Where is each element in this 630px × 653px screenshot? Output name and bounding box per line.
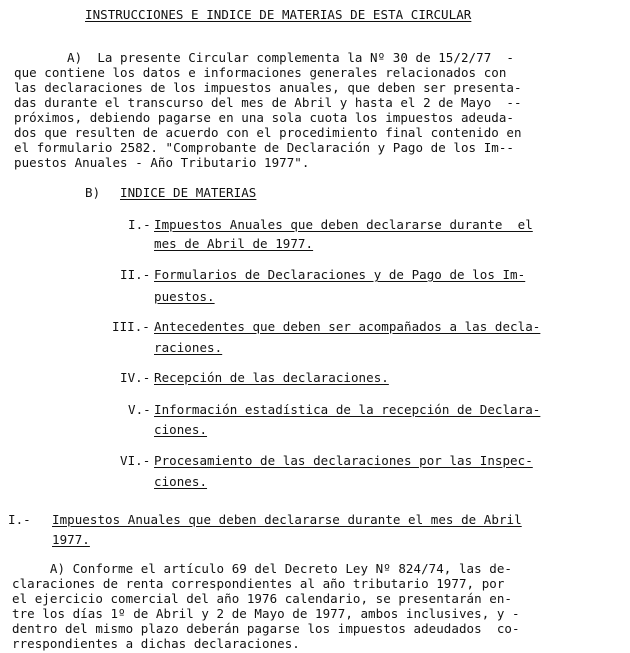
section-i-line: tre los días 1º de Abril y 2 de Mayo de 1977, ambos inclusives, y - xyxy=(12,606,520,621)
index-item-text: raciones. xyxy=(154,340,223,355)
section-b-heading: INDICE DE MATERIAS xyxy=(120,185,257,200)
index-item-text: Impuestos Anuales que deben declararse durante el xyxy=(154,217,533,232)
index-item-text: ciones. xyxy=(154,422,208,437)
document-title: INSTRUCCIONES E INDICE DE MATERIAS DE ESTA CIRCULAR xyxy=(85,7,472,22)
section-i-heading: 1977. xyxy=(52,532,90,547)
index-item-number: III.- xyxy=(112,319,150,334)
section-a-line: el formulario 2582. "Comprobante de Declaración y Pago de los Im-- xyxy=(14,140,514,155)
section-i-line: rrespondientes a dichas declaraciones. xyxy=(12,636,300,651)
index-item-text: Formularios de Declaraciones y de Pago de los Im- xyxy=(154,267,526,282)
index-item-number: V.- xyxy=(128,402,151,417)
index-item-number: IV.- xyxy=(120,370,151,385)
section-i-line: dentro del mismo plazo deberán pagarse los impuestos adeudados co- xyxy=(12,621,520,636)
section-a-line: A) La presente Circular complementa la Nº 30 de 15/2/77 - xyxy=(14,50,514,65)
section-i-heading: Impuestos Anuales que deben declararse durante el mes de Abril xyxy=(52,512,522,527)
index-item-text: mes de Abril de 1977. xyxy=(154,236,314,251)
section-i-line: A) Conforme el artículo 69 del Decreto Ley Nº 824/74, las de- xyxy=(12,561,512,576)
section-i-line: claraciones de renta correspondientes al año tributario 1977, por xyxy=(12,576,505,591)
section-i-number: I.- xyxy=(8,512,31,527)
index-item-text: puestos. xyxy=(154,289,215,304)
index-item-text: ciones. xyxy=(154,474,208,489)
index-item-text: Información estadística de la recepción de Declara- xyxy=(154,402,541,417)
index-item-number: I.- xyxy=(128,217,151,232)
index-item-text: Antecedentes que deben ser acompañados a las decla- xyxy=(154,319,541,334)
section-a-line: las declaraciones de los impuestos anuales, que deben ser presenta- xyxy=(14,80,522,95)
section-a-line: puestos Anuales - Año Tributario 1977". xyxy=(14,155,310,170)
index-item-text: Procesamiento de las declaraciones por las Inspec- xyxy=(154,453,533,468)
index-item-number: VI.- xyxy=(120,453,151,468)
section-b-marker: B) xyxy=(85,185,101,200)
index-item-number: II.- xyxy=(120,267,151,282)
section-i-line: el ejercicio comercial del año 1976 calendario, se presentarán en- xyxy=(12,591,512,606)
section-a-line: próximos, debiendo pagarse en una sola cuota los impuestos adeuda- xyxy=(14,110,514,125)
index-item-text: Recepción de las declaraciones. xyxy=(154,370,389,385)
section-a-line: que contiene los datos e informaciones generales relacionados con xyxy=(14,65,507,80)
section-a-line: dos que resulten de acuerdo con el procedimiento final contenido en xyxy=(14,125,522,140)
section-a-line: das durante el transcurso del mes de Abril y hasta el 2 de Mayo -- xyxy=(14,95,522,110)
